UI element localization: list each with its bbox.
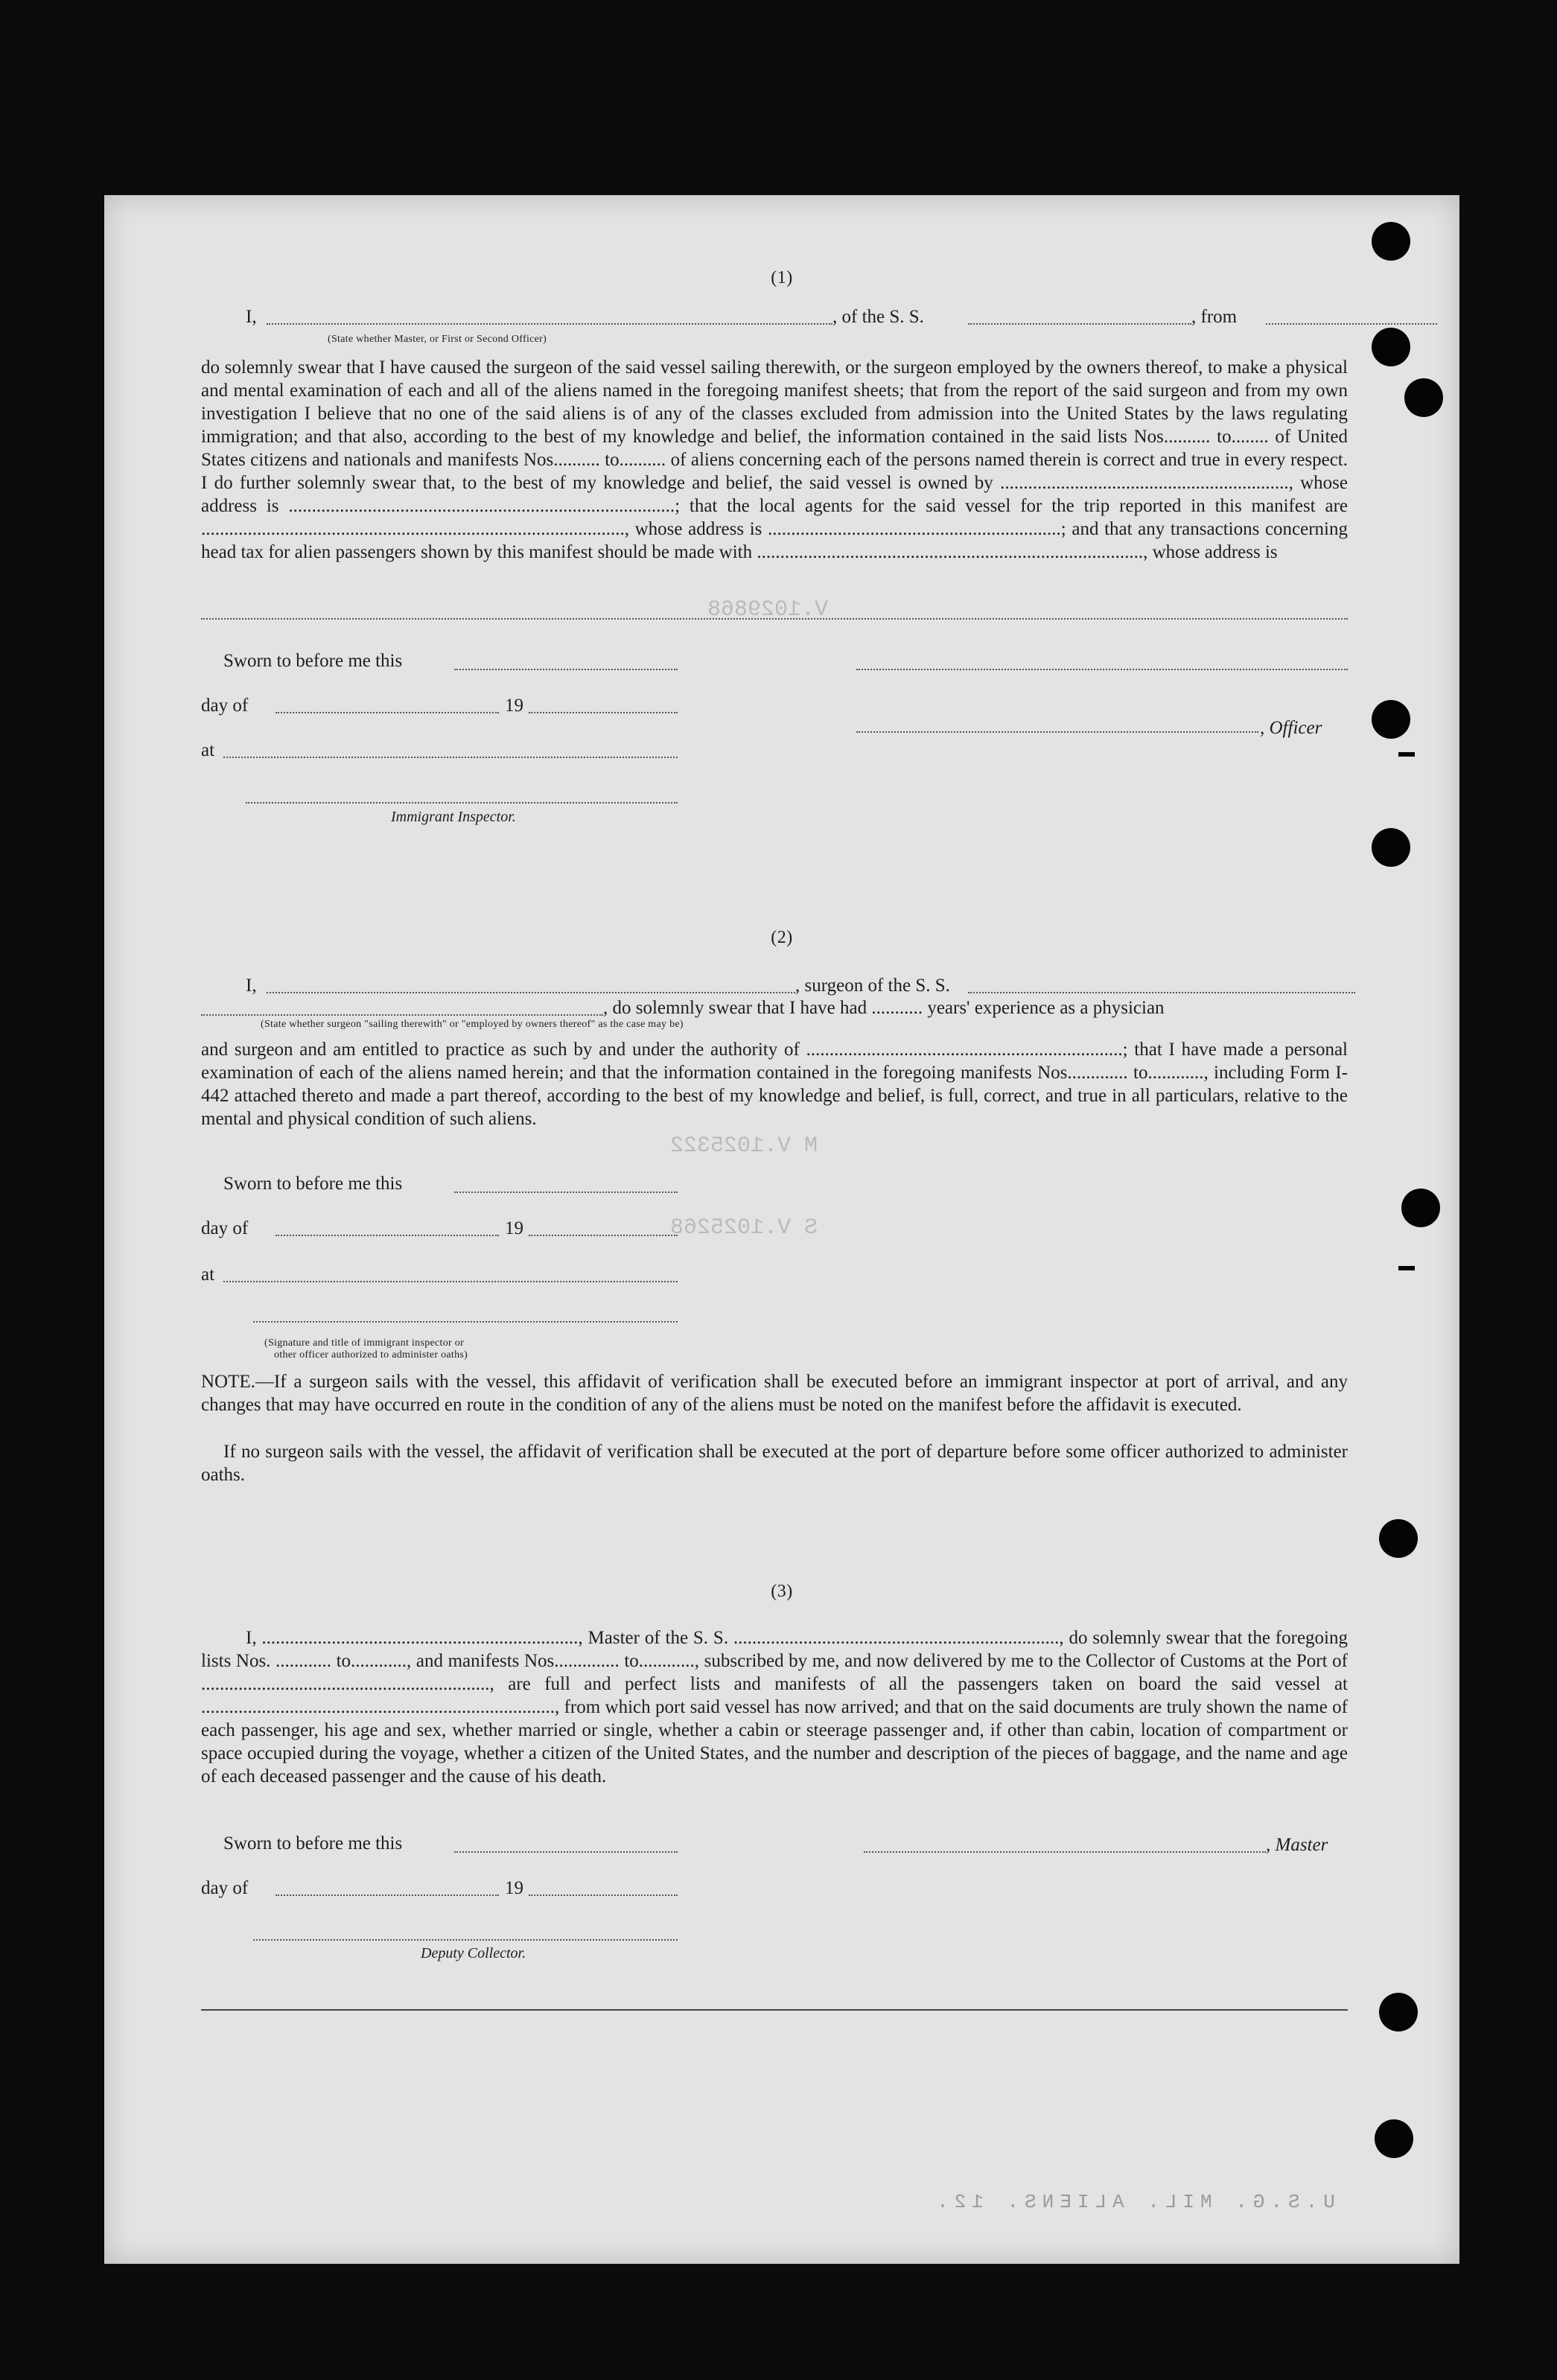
sworn-label: Sworn to before me this: [223, 651, 403, 671]
sworn-label-3: Sworn to before me this: [223, 1833, 403, 1854]
year-label-2: 19: [505, 1218, 523, 1238]
oath-i-label: I,: [246, 307, 257, 327]
binder-hole-icon: [1375, 2119, 1413, 2158]
section-2-number: (2): [771, 928, 793, 947]
year-line-2[interactable]: [529, 1235, 678, 1236]
section-3-number: (3): [771, 1582, 793, 1601]
section-1-number: (1): [771, 268, 793, 287]
surgeon-of-label: , surgeon of the S. S.: [795, 976, 950, 996]
inspector-signature-line[interactable]: [246, 802, 678, 804]
note-paragraph-2: If no surgeon sails with the vessel, the affidavit of verification shall be executed at the port of departure before some officer authorized to administer oaths.: [201, 1442, 1348, 1485]
at-place-line-2[interactable]: [223, 1281, 678, 1282]
day-of-label-2: day of: [201, 1218, 249, 1238]
sworn-day-line-2[interactable]: [454, 1191, 678, 1193]
officer-label: , Officer: [1260, 718, 1322, 738]
officer-title-line[interactable]: [856, 731, 1258, 733]
surgeon-caption: (State whether surgeon "sailing therewith" or "employed by owners thereof" as the case may be): [261, 1019, 684, 1030]
binder-hole-icon: [1372, 222, 1410, 261]
year-label: 19: [505, 696, 523, 716]
section-3-oath-text: I, ...................................................................., Master of the S. S. ......................................................................, do solemnly swear that the foregoing lists Nos. ............ to............, and manifests Nos.............. to............, subscribed by me, and now delivered by me to the Collector of Customs at the Port of .............................................................., are full and perfect lists and manifests of all the passengers taken on board the said vessel at ............................................................................, from which port said vessel has now arrived; and that on the said documents are truly shown the name of each passenger, his age and sex, whether married or single, whether a cabin or steerage passenger and, if other than cabin, location of compartment or space occupied during the voyage, whether a citizen of the United States, and the number and description of the pieces of baggage, and the name and age of each deceased passenger and the cause of his death.: [201, 1628, 1348, 1786]
surgeon-name-line[interactable]: [267, 992, 795, 993]
officer-name-line[interactable]: [267, 323, 832, 325]
sworn-day-line-3[interactable]: [454, 1851, 678, 1853]
officer-signature-line[interactable]: [856, 669, 1348, 670]
day-of-line-2[interactable]: [276, 1235, 499, 1236]
deputy-label: Deputy Collector.: [421, 1945, 526, 1961]
binder-tick: [1398, 1266, 1415, 1270]
section-1-oath-text: do solemnly swear that I have caused the surgeon of the said vessel sailing therewith, or the surgeon employed by the owners thereof, to make a physical and mental examination of each and all of the aliens named in the foregoing manifest sheets; that from the report of the said surgeon and from my own investigation I believe that no one of the said aliens is of any of the classes excluded from admission into the United States by the laws regulating immigration; and that also, according to the best of my knowledge and belief, the information contained in the said lists Nos.......... to........ of United States citizens and nationals and manifests Nos.......... to.......... of aliens concerning each of the persons named therein is correct and true in every respect. I do further solemnly swear that, to the best of my knowledge and belief, the said vessel is owned by .............................................................., whose address is ...................................................................................; that the local agents for the said vessel for the trip reported in this manifest are ..........................................................................................., whose address is ...............................................................; and that any transactions concerning head tax for alien passengers shown by this manifest should be made with ..................................................................................., whose address is: [201, 357, 1348, 562]
binder-hole-icon: [1404, 378, 1443, 417]
section-2-oath-text: and surgeon and am entitled to practice as such by and under the authority of ....................................................................; that I have made a personal examination of each of the aliens named herein; and that the information contained in the foregoing manifests Nos............. to............, including Form I-442 attached thereto and made a part thereof, according to the best of my knowledge and belief, is full, correct, and true in all particulars, relative to the mental and physical condition of such aliens.: [201, 1040, 1348, 1129]
at-label: at: [201, 740, 215, 760]
binder-tick: [1398, 752, 1415, 757]
from-label: , from: [1191, 307, 1238, 327]
binder-hole-icon: [1372, 700, 1410, 739]
footer-code: U.S.G. MIL. ALIENS. 12.: [931, 2191, 1335, 2213]
inspector-signature-line-2[interactable]: [253, 1321, 678, 1323]
bleed-through-text: V.1029868: [707, 597, 829, 623]
sig-caption-2: other officer authorized to administer oaths): [274, 1349, 468, 1361]
note-paragraph-1: NOTE.—If a surgeon sails with the vessel, this affidavit of verification shall be executed before an immigrant inspector at port of arrival, and any changes that may have occurred en route in the condition of any of the aliens must be noted on the manifest before the affidavit is executed.: [201, 1372, 1348, 1415]
year-line[interactable]: [529, 712, 678, 713]
binder-hole-icon: [1379, 1519, 1418, 1558]
bottom-rule: [201, 2009, 1348, 2011]
inspector-label: Immigrant Inspector.: [391, 809, 516, 825]
day-of-label: day of: [201, 696, 249, 716]
day-of-line[interactable]: [276, 712, 499, 713]
of-the-ss-label: , of the S. S.: [832, 307, 924, 327]
sig-caption-1: (Signature and title of immigrant inspector or: [264, 1337, 465, 1349]
binder-hole-icon: [1401, 1189, 1440, 1227]
surgeon-i-label: I,: [246, 976, 257, 996]
master-signature-line[interactable]: [864, 1851, 1266, 1853]
binder-hole-icon: [1379, 1993, 1418, 2031]
surgeon-type-line[interactable]: [201, 1014, 603, 1016]
surgeon-oath-line: , do solemnly swear that I have had ........... years' experience as a physician: [603, 998, 1165, 1018]
year-label-3: 19: [505, 1878, 523, 1898]
at-label-2: at: [201, 1264, 215, 1285]
deputy-signature-line[interactable]: [253, 1939, 678, 1941]
day-of-label-3: day of: [201, 1878, 249, 1898]
from-port-line[interactable]: [1266, 323, 1437, 325]
manifest-form-page: [104, 195, 1459, 2264]
sworn-label-2: Sworn to before me this: [223, 1174, 403, 1194]
sworn-day-line[interactable]: [454, 669, 678, 670]
officer-caption: (State whether Master, or First or Second Officer): [328, 334, 547, 345]
vessel-name-line[interactable]: [968, 323, 1191, 325]
master-label: , Master: [1266, 1835, 1328, 1855]
surgeon-vessel-line[interactable]: [968, 992, 1355, 993]
binder-hole-icon: [1372, 828, 1410, 867]
day-of-line-3[interactable]: [276, 1894, 499, 1896]
address-continuation-line[interactable]: [201, 618, 1348, 620]
bleed-through-text: M V.1025322: [670, 1133, 818, 1159]
binder-hole-icon: [1372, 328, 1410, 366]
year-line-3[interactable]: [529, 1894, 678, 1896]
at-place-line[interactable]: [223, 757, 678, 758]
bleed-through-text: S V.1025268: [670, 1215, 818, 1241]
